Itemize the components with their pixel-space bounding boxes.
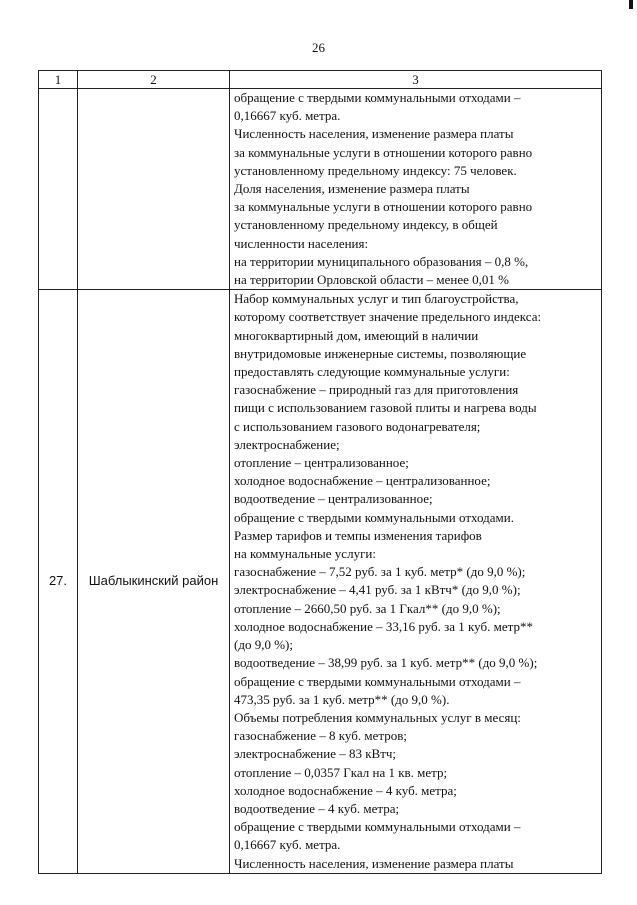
continuation-district-cell [78,89,230,290]
text-line: на территории муниципального образования – 0,8 %, [234,253,529,269]
text-line: внутридомовые инженерные системы, позволяющие [234,345,527,361]
text-line: установленному предельному индексу: 75 человек. [234,162,517,178]
text-line: холодное водоснабжение – централизованное; [234,473,491,489]
text-line: Размер тарифов и темпы изменения тарифов [234,527,482,543]
text-line: газоснабжение – 7,52 руб. за 1 куб. метр* (до 9,0 %); [234,564,526,580]
text-line: отопление – 2660,50 руб. за 1 Гкал** (до 9,0 %); [234,600,501,616]
text-line: за коммунальные услуги в отношении которого равно [234,199,533,215]
text-line: (до 9,0 %); [234,637,293,653]
text-line: с использованием газового водонагревателя; [234,418,481,434]
text-line: обращение с твердыми коммунальными отходами – [234,819,521,835]
district-name: Шаблыкинский район [78,290,230,874]
text-line: 0,16667 куб. метра. [234,108,341,124]
text-line: обращение с твердыми коммунальными отходами – [234,673,521,689]
page-number: 26 [312,40,325,55]
header-col-3: 3 [230,71,602,89]
text-line: электроснабжение – 83 кВтч; [234,746,397,762]
text-line: холодное водоснабжение – 4 куб. метра; [234,782,457,798]
text-line: газоснабжение – природный газ для приготовления [234,382,519,398]
text-line: обращение с твердыми коммунальными отходами. [234,509,514,525]
text-line: предоставлять следующие коммунальные услуги: [234,364,510,380]
text-line: отопление – централизованное; [234,455,409,471]
header-col-2: 2 [78,71,230,89]
text-line: электроснабжение – 4,41 руб. за 1 кВтч* (до 9,0 %); [234,582,521,598]
table-header-row [39,71,602,89]
continuation-content-cell [230,89,602,290]
table-row-continuation [39,89,602,290]
row-number: 27. [39,290,78,874]
text-line: обращение с твердыми коммунальными отходами – [234,90,521,105]
text-line: Доля населения, изменение размера платы [234,181,470,197]
scan-corner-mark [629,0,633,9]
text-line: отопление – 0,0357 Гкал на 1 кв. метр; [234,764,448,780]
text-line: Численность населения, изменение размера платы [234,855,514,871]
text-line: электроснабжение; [234,436,340,452]
text-line: пищи с использованием газовой плиты и нагрева воды [234,400,537,416]
tariff-table [38,70,602,874]
text-line: многоквартирный дом, имеющий в наличии [234,327,479,343]
text-line: на коммунальные услуги: [234,546,376,562]
table-row-27 [39,290,602,874]
continuation-number-cell [39,89,78,290]
text-line: холодное водоснабжение – 33,16 руб. за 1 куб. метр** [234,618,533,634]
text-line: Численность населения, изменение размера платы [234,126,514,142]
row-27-content-cell [230,290,602,874]
text-line: установленному предельному индексу, в общей [234,217,498,233]
text-line: водоотведение – централизованное; [234,491,433,507]
text-line: Объемы потребления коммунальных услуг в месяц: [234,709,521,725]
header-col-1: 1 [39,71,78,89]
text-line: Набор коммунальных услуг и тип благоустройства, [234,291,519,307]
text-line: 473,35 руб. за 1 куб. метр** (до 9,0 %). [234,691,450,707]
text-line: газоснабжение – 8 куб. метров; [234,728,407,744]
text-line: которому соответствует значение предельного индекса: [234,309,542,325]
text-line: численности населения: [234,235,369,251]
text-line: 0,16667 куб. метра. [234,837,341,853]
text-line: водоотведение – 4 куб. метра; [234,800,400,816]
text-line: водоотведение – 38,99 руб. за 1 куб. метр** (до 9,0 %); [234,655,538,671]
text-line: за коммунальные услуги в отношении которого равно [234,144,533,160]
text-line: на территории Орловской области – менее 0,01 % [234,272,509,288]
